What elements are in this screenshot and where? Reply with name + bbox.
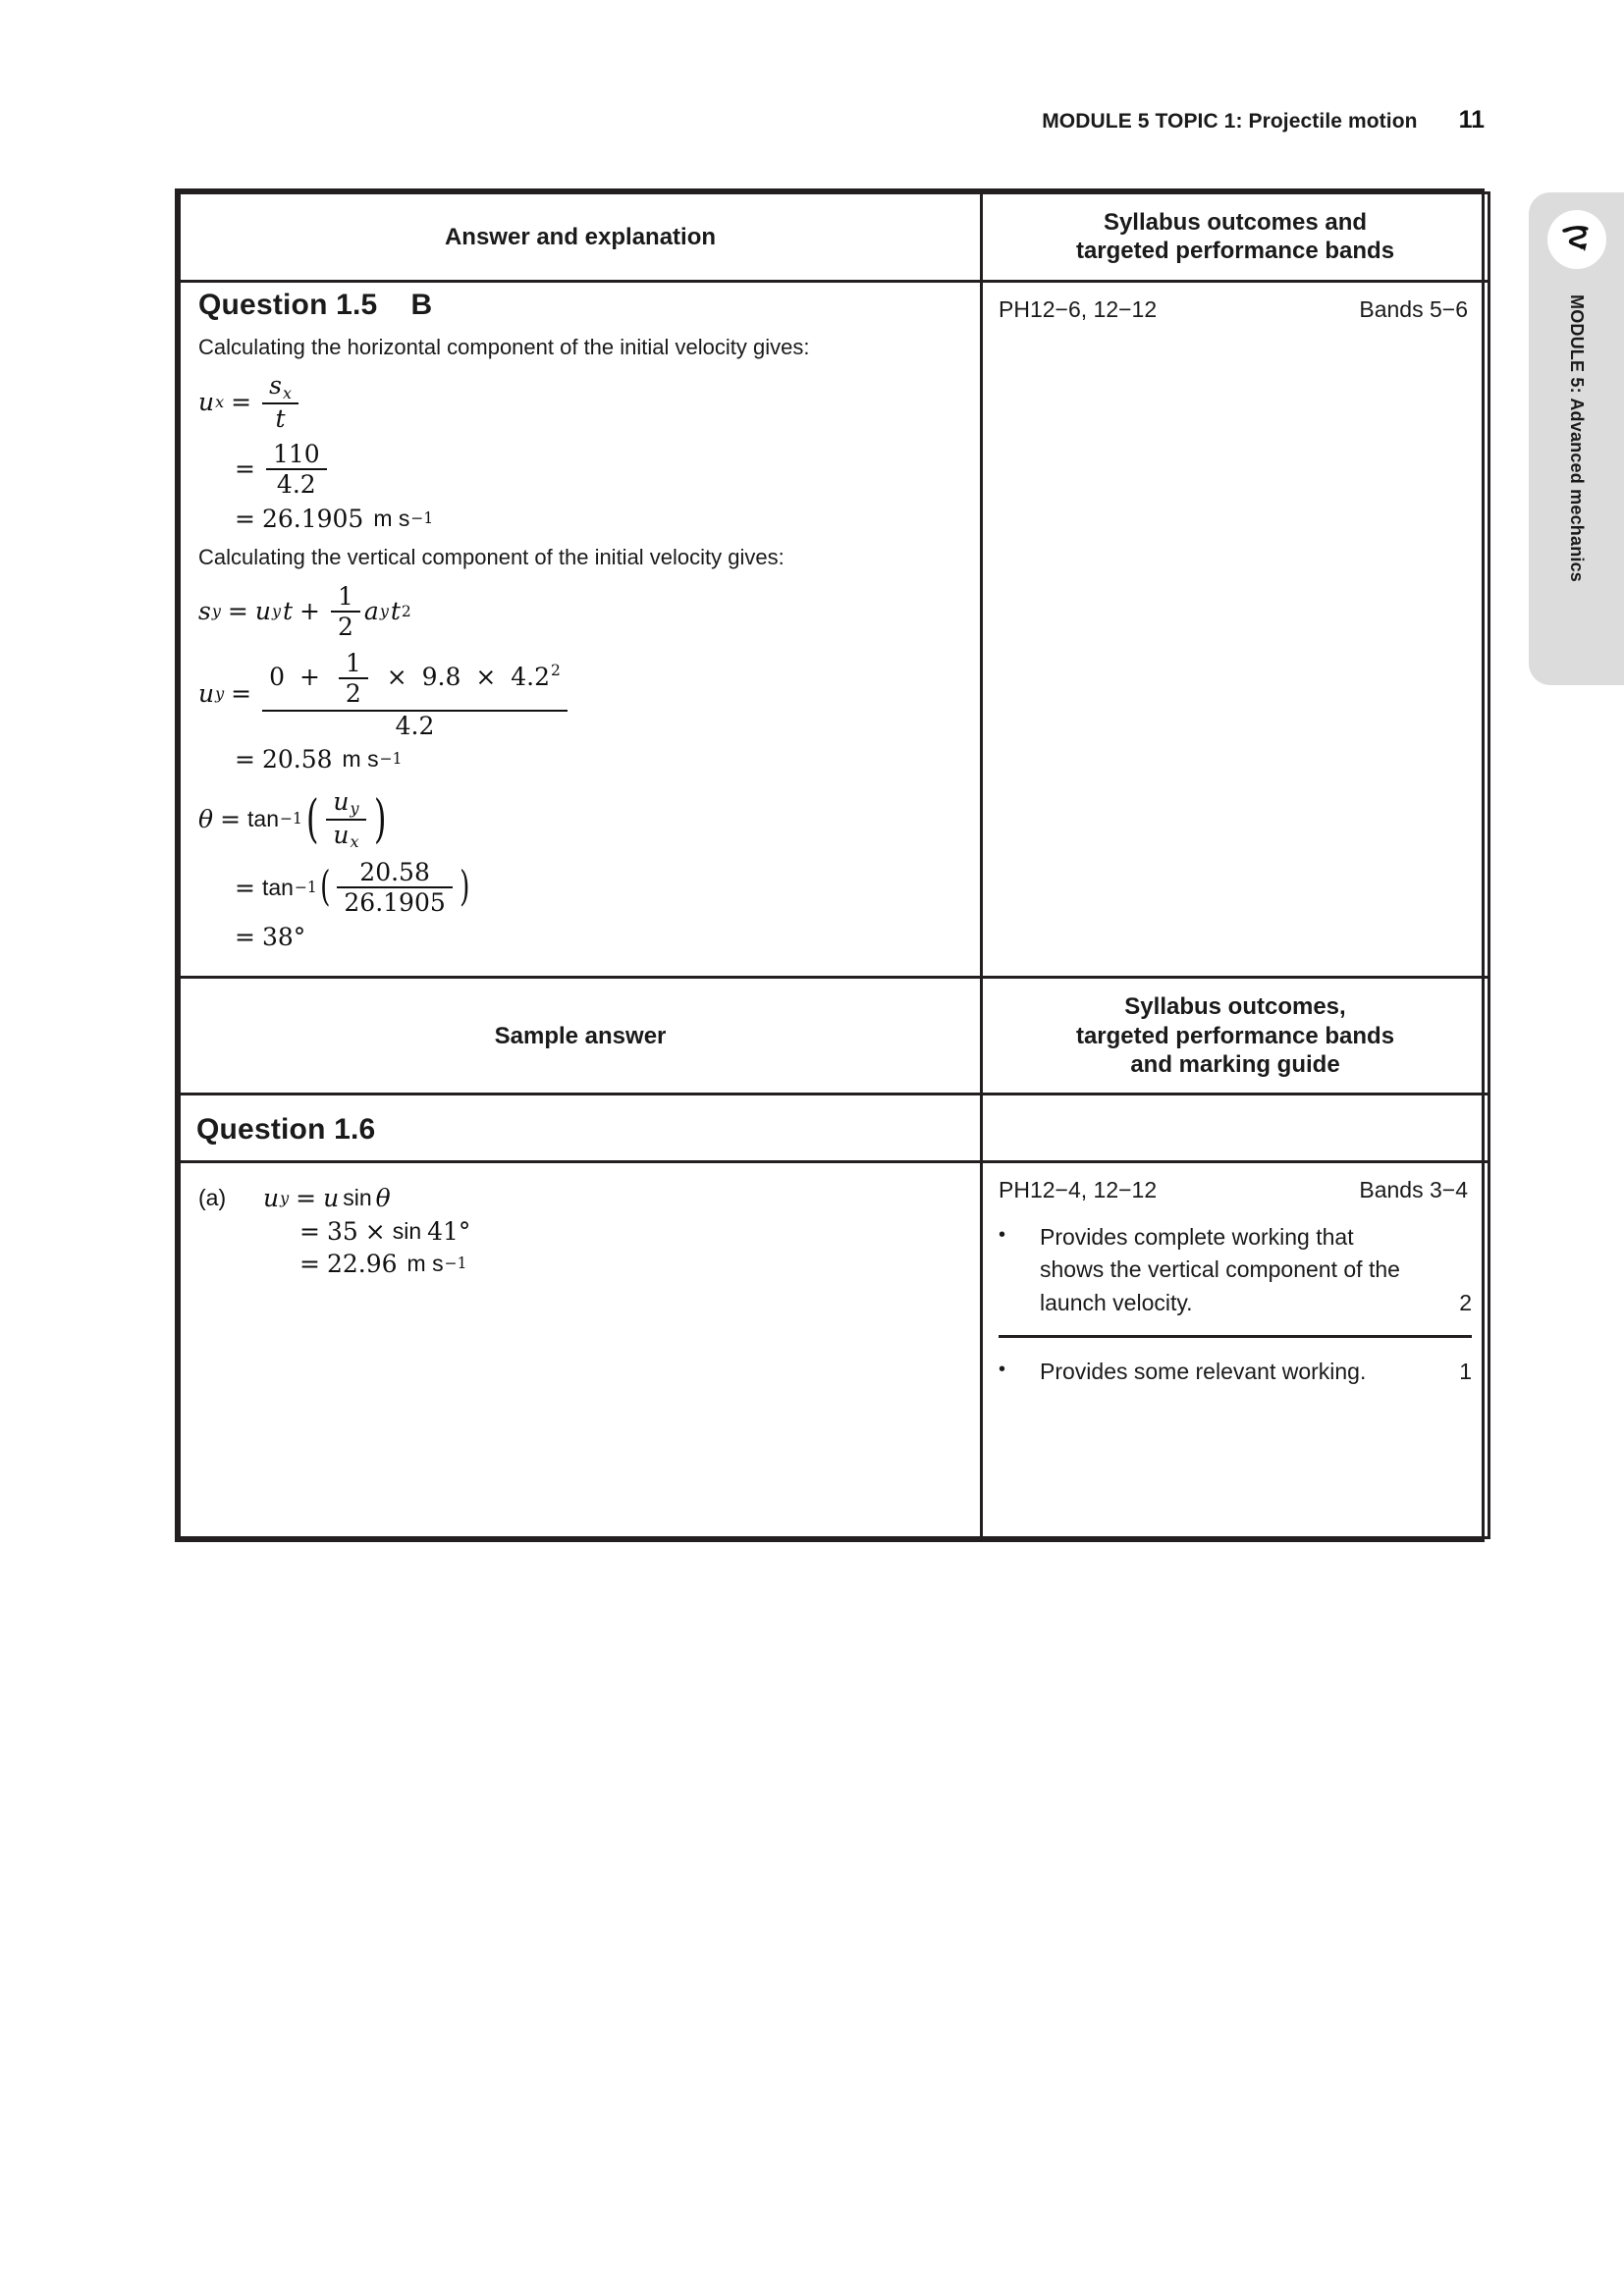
math-line-uy-result [198,746,962,774]
question-1-5-title-line [198,289,962,322]
math-fraction-one-half [331,582,360,642]
question-1-6-part-a-cell [180,1162,982,1538]
math-theta-denominator-value: 26.1905 [344,888,446,918]
question-1-6-outcome-codes: PH12−4, 12−12 [999,1177,1158,1203]
side-tab-label: MODULE 5: Advanced mechanics [1567,294,1587,583]
math-times-1: × [386,662,407,691]
column-header-marking-line-1: Syllabus outcomes, [1124,993,1346,1021]
question-1-6-title-cell [180,1095,982,1162]
math-symbol-u: u [323,1184,340,1213]
math-line-sy-definition [198,582,962,642]
header-title: MODULE 5 TOPIC 1: Projectile motion [1042,110,1418,133]
math-unit-exponent-1-6: −1 [444,1255,467,1273]
math-fraction-uy-over-ux [326,787,365,852]
math-gravity-value: 9.8 [421,662,461,691]
math-line-theta-numeric [198,858,962,918]
column-header-sample-answer-text: Sample answer [494,1022,667,1049]
column-header-syllabus-line-1: Syllabus outcomes and [1103,209,1368,236]
math-symbol-uy: u [254,597,271,626]
math-value-theta-result: 38° [261,922,306,951]
math-fraction-110-over-4p2 [266,440,327,500]
math-symbol-theta: θ [198,805,214,833]
math-tan-exponent: −1 [280,810,302,828]
projectile-trajectory-icon [1547,210,1606,269]
math-paren-close-1: ) [373,788,387,849]
math-u-value: 35 [326,1216,358,1246]
math-uy-denominator: 4.2 [395,711,435,740]
math-zero: 0 [269,662,286,691]
math-line-ux-result [198,506,962,533]
math-theta-numerator [326,787,365,819]
math-exponent-t-squared: 2 [401,602,411,620]
question-1-6-title: Question 1.6 [196,1113,376,1147]
math-fraction-numerator [262,371,298,402]
table-row [180,281,1489,978]
marking-criterion-1-bullet: • [999,1224,1006,1247]
math-line-ux-numeric [198,440,962,500]
column-header-sample-answer [180,978,982,1095]
math-symbol-uy-3: u [333,786,350,816]
column-header-marking-guide [982,978,1489,1095]
math-half-denominator-2: 2 [345,679,361,709]
math-paren-open-1: ( [305,788,319,849]
math-fraction-denominator-value: 4.2 [276,470,316,500]
math-plus: + [299,597,320,626]
question-1-6-outcome-line [999,1177,1472,1203]
math-equals-7: = [220,805,242,833]
question-1-5-outcome-codes: PH12−6, 12−12 [999,295,1158,322]
math-subscript-uy-2: y [215,684,225,704]
math-half-numerator-2: 1 [345,648,361,677]
math-symbol-uy-1-6: u [263,1184,280,1213]
math-equals-5: = [231,679,252,709]
math-subscript-sy: y [211,602,221,621]
question-1-6-math [198,1185,962,1278]
math-symbol-uy-2: u [198,679,215,709]
math-subscript-ux-2: x [350,832,359,852]
math-half-numerator: 1 [338,581,353,611]
column-header-marking-line-3: and marking guide [1130,1050,1340,1078]
math-paren-open-2: ( [319,863,331,912]
math-sin-label: sin [343,1185,372,1211]
math-fraction-uy-expression [262,648,568,741]
math-times-2: × [475,662,497,691]
math-uy-result-1-6: 22.96 [326,1250,398,1279]
question-1-6-bands: Bands 3−4 [1359,1177,1468,1203]
question-1-5-answer-cell [180,281,982,978]
math-fraction-sx-over-t [262,371,298,434]
math-unit-exponent: −1 [410,508,434,527]
page-number: 11 [1458,106,1485,133]
math-equals-6: = [235,745,255,774]
math-subscript-uy: y [271,602,281,621]
marking-criterion-1-marks: 2 [1459,1289,1472,1315]
math-tan-exponent-2: −1 [294,878,317,896]
math-uy-numerator [262,648,568,710]
question-1-5-outcome-line [999,296,1472,323]
math-tan-label-2: tan [261,874,294,900]
math-equals-9: = [235,922,255,951]
table-row [180,1162,1489,1538]
math-times-1-6: × [364,1216,386,1246]
math-line-theta-definition [198,787,962,852]
math-unit-ms: m s [373,505,410,531]
math-symbol-ux-2: u [333,820,350,849]
math-symbol-sy: s [198,597,211,626]
marking-criterion-2-marks: 1 [1459,1359,1472,1385]
table-header-row-2 [180,978,1489,1095]
math-equals-3: = [235,504,255,533]
math-time-exponent: 2 [551,662,561,680]
math-equals-4: = [227,597,248,626]
marking-criterion-1 [999,1221,1472,1319]
math-paren-group-2 [317,858,473,918]
math-equals-2: = [235,454,255,484]
math-sin-label-2: sin [392,1217,422,1244]
math-subscript-x: x [215,393,225,412]
marking-criterion-2 [999,1356,1472,1388]
math-paren-group-1 [302,787,390,852]
question-1-5-outcomes-cell [982,281,1489,978]
math-half-denominator: 2 [338,613,353,642]
math-line-uy-result-1-6 [198,1251,962,1278]
math-fraction-one-half-2 [339,649,368,709]
math-theta-denominator [326,821,365,852]
column-header-answer-explanation [180,193,982,282]
column-header-syllabus-line-2: targeted performance bands [1075,238,1395,265]
math-equals-1-6-2: = [299,1216,320,1246]
question-1-5-math-horizontal [198,371,962,532]
side-tab-label-wrap [1529,294,1624,677]
math-paren-close-2: ) [459,863,470,912]
math-subscript-sx: x [282,383,292,402]
marking-criterion-2-text: Provides some relevant working. [1040,1359,1367,1385]
math-subscript-ay: y [379,602,389,621]
question-1-5-paragraph-1: Calculating the horizontal component of the initial velocity gives: [198,334,810,359]
column-header-syllabus-outcomes [982,193,1489,282]
page-running-header [175,106,1485,134]
math-equals-8: = [235,873,255,902]
math-unit-exponent-2: −1 [379,750,403,769]
answers-table [175,188,1485,1542]
math-line-uy-numeric [198,648,962,741]
marking-criterion-1-text: Provides complete working that shows the vertical component of the launch velocity. [1040,1224,1400,1315]
math-line-theta-result [198,924,962,951]
math-equals: = [231,388,252,417]
math-unit-ms-2: m s [342,746,379,773]
question-1-5-answer-letter: B [410,288,433,321]
math-symbol-ux: u [198,388,215,417]
math-symbol-t2: t [390,597,401,626]
math-symbol-t: t [283,597,294,626]
table-header-row-1 [180,193,1489,282]
math-fraction-numerator-value: 110 [272,439,320,468]
marking-criteria-divider [999,1335,1472,1338]
math-line-uy-definition-1-6 [198,1185,962,1212]
math-equals-1-6: = [296,1184,317,1213]
table-row [180,1095,1489,1162]
column-header-marking-line-2: targeted performance bands [1075,1022,1395,1049]
math-value-ux-result: 26.1905 [261,504,364,533]
math-symbol-ay: a [363,597,379,626]
math-line-ux-definition [198,371,962,434]
marking-criterion-2-bullet: • [999,1359,1006,1381]
question-1-6-part-label: (a) [198,1185,227,1211]
question-1-5-bands: Bands 5−6 [1359,295,1468,322]
math-fraction-denominator: t [275,404,286,434]
math-tan-label: tan [247,806,279,832]
math-line-uy-substituted-1-6 [198,1218,962,1246]
math-plus-2: + [298,662,320,691]
math-symbol-s: s [269,371,282,400]
question-1-6-title-outcomes-cell [982,1095,1489,1162]
question-1-5-title: Question 1.5 [198,288,378,321]
math-equals-1-6-3: = [299,1250,320,1279]
module-side-tab [1529,192,1624,685]
question-1-6-marking-cell [982,1162,1489,1538]
math-fraction-theta-values [337,858,452,918]
math-time-value: 4.2 [511,662,551,691]
math-value-uy-result: 20.58 [261,745,333,774]
column-header-answer-explanation-text: Answer and explanation [444,223,717,250]
math-unit-ms-1-6: m s [406,1251,444,1277]
math-subscript-uy-3: y [350,799,359,819]
question-1-5-paragraph-2: Calculating the vertical component of the initial velocity gives: [198,545,785,570]
math-theta-numerator-value: 20.58 [359,857,430,886]
math-symbol-theta-1-6: θ [375,1184,391,1213]
question-1-5-math-vertical [198,582,962,951]
math-subscript-uy-1-6: y [280,1189,290,1208]
math-angle-value: 41° [427,1216,471,1246]
